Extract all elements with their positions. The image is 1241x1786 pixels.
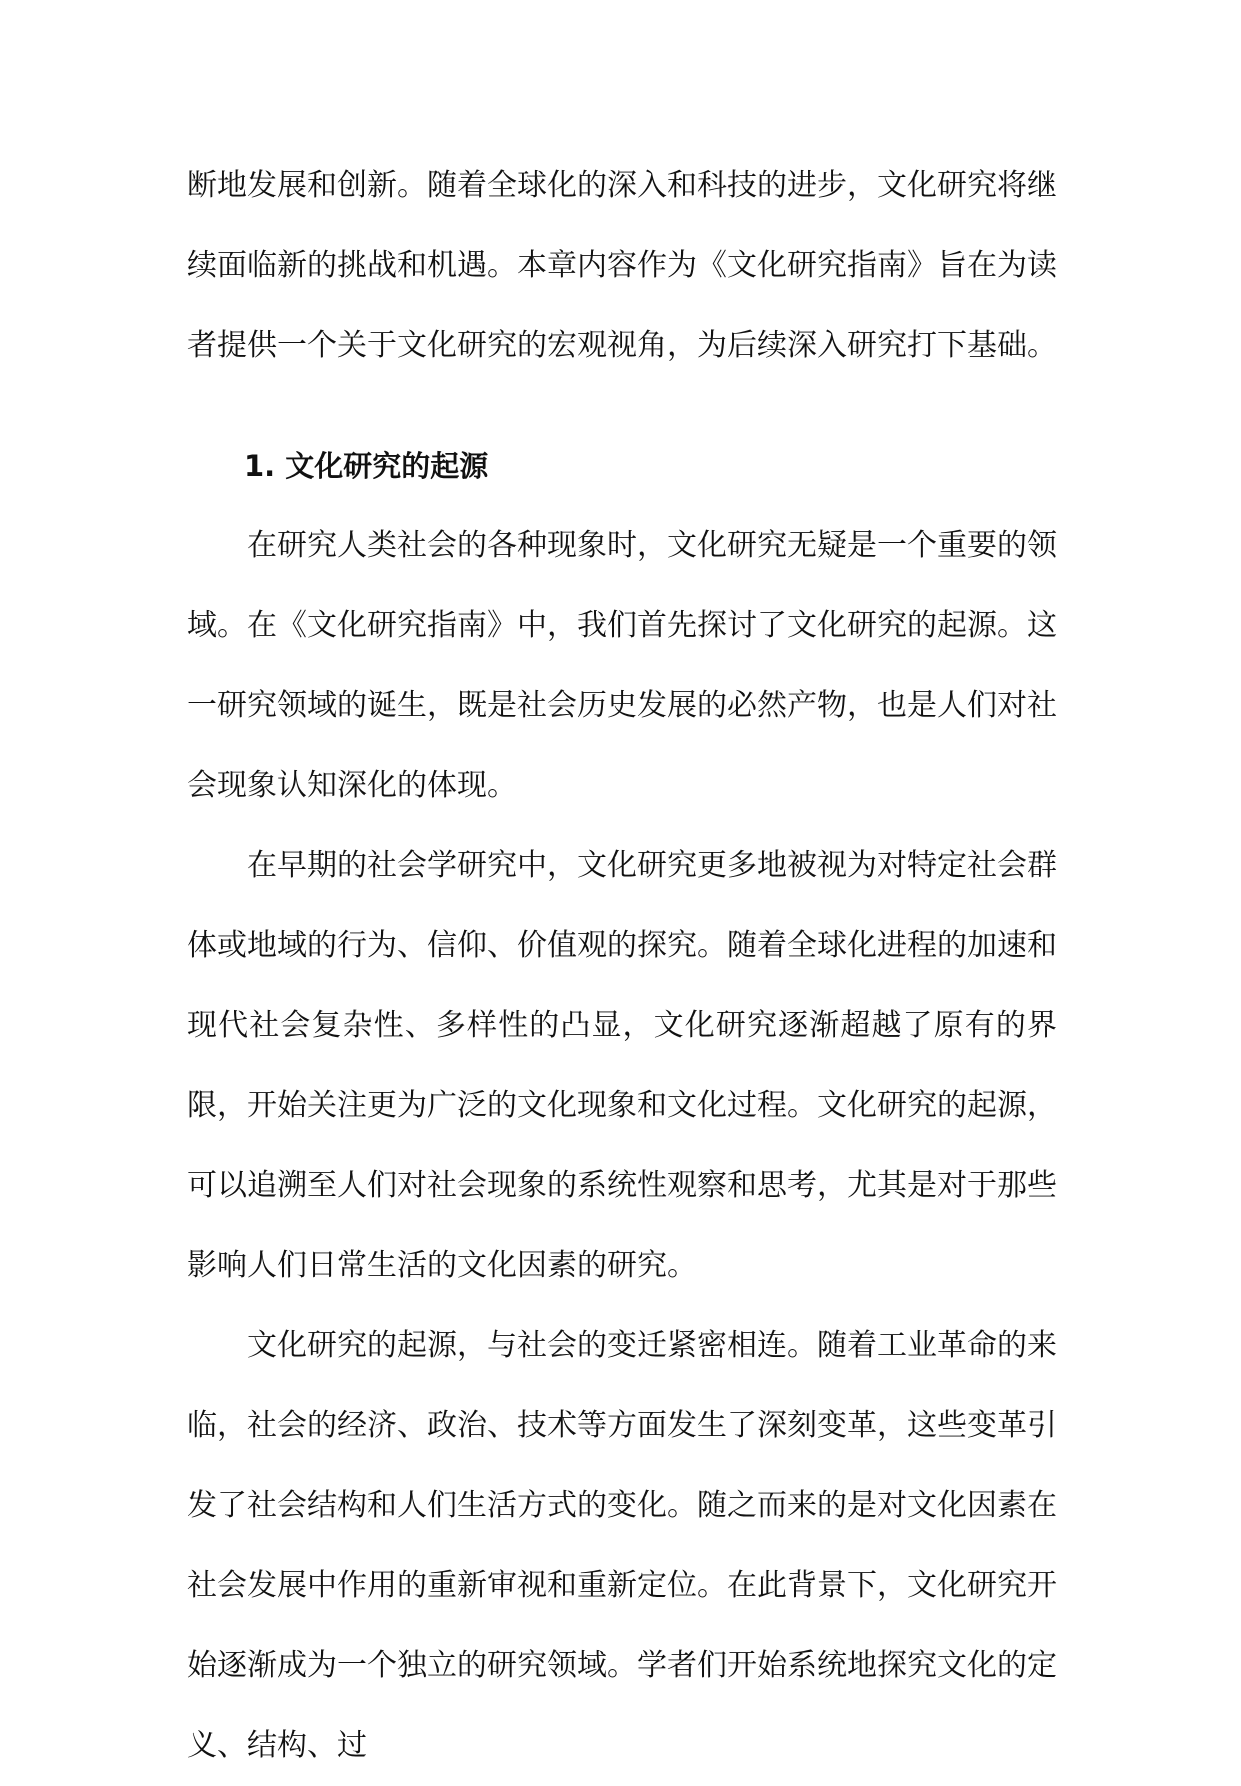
- document-body: [187, 146, 1057, 1786]
- body-paragraph-1: 在研究人类社会的各种现象时，文化研究无疑是一个重要的领域。在《文化研究指南》中，我们首先探讨了文化研究的起源。这一研究领域的诞生，既是社会历史发展的必然产物，也是人们对社会现象认知深化的体现。: [187, 528, 1057, 803]
- intro-paragraph: 断地发展和创新。随着全球化的深入和科技的进步，文化研究将继续面临新的挑战和机遇。本章内容作为《文化研究指南》旨在为读者提供一个关于文化研究的宏观视角，为后续深入研究打下基础。: [187, 168, 1057, 363]
- body-paragraph-3: 文化研究的起源，与社会的变迁紧密相连。随着工业革命的来临，社会的经济、政治、技术等方面发生了深刻变革，这些变革引发了社会结构和人们生活方式的变化。随之而来的是对文化因素在社会发展中作用的重新审视和重新定位。在此背景下，文化研究开始逐渐成为一个独立的研究领域。学者们开始系统地探究文化的定义、结构、过: [187, 1328, 1057, 1763]
- body-paragraph-2: 在早期的社会学研究中，文化研究更多地被视为对特定社会群体或地域的行为、信仰、价值观的探究。随着全球化进程的加速和现代社会复杂性、多样性的凸显，文化研究逐渐超越了原有的界限，开始关注更为广泛的文化现象和文化过程。文化研究的起源，可以追溯至人们对社会现象的系统性观察和思考，尤其是对于那些影响人们日常生活的文化因素的研究。: [187, 848, 1057, 1283]
- section-heading: 1. 文化研究的起源: [244, 449, 489, 483]
